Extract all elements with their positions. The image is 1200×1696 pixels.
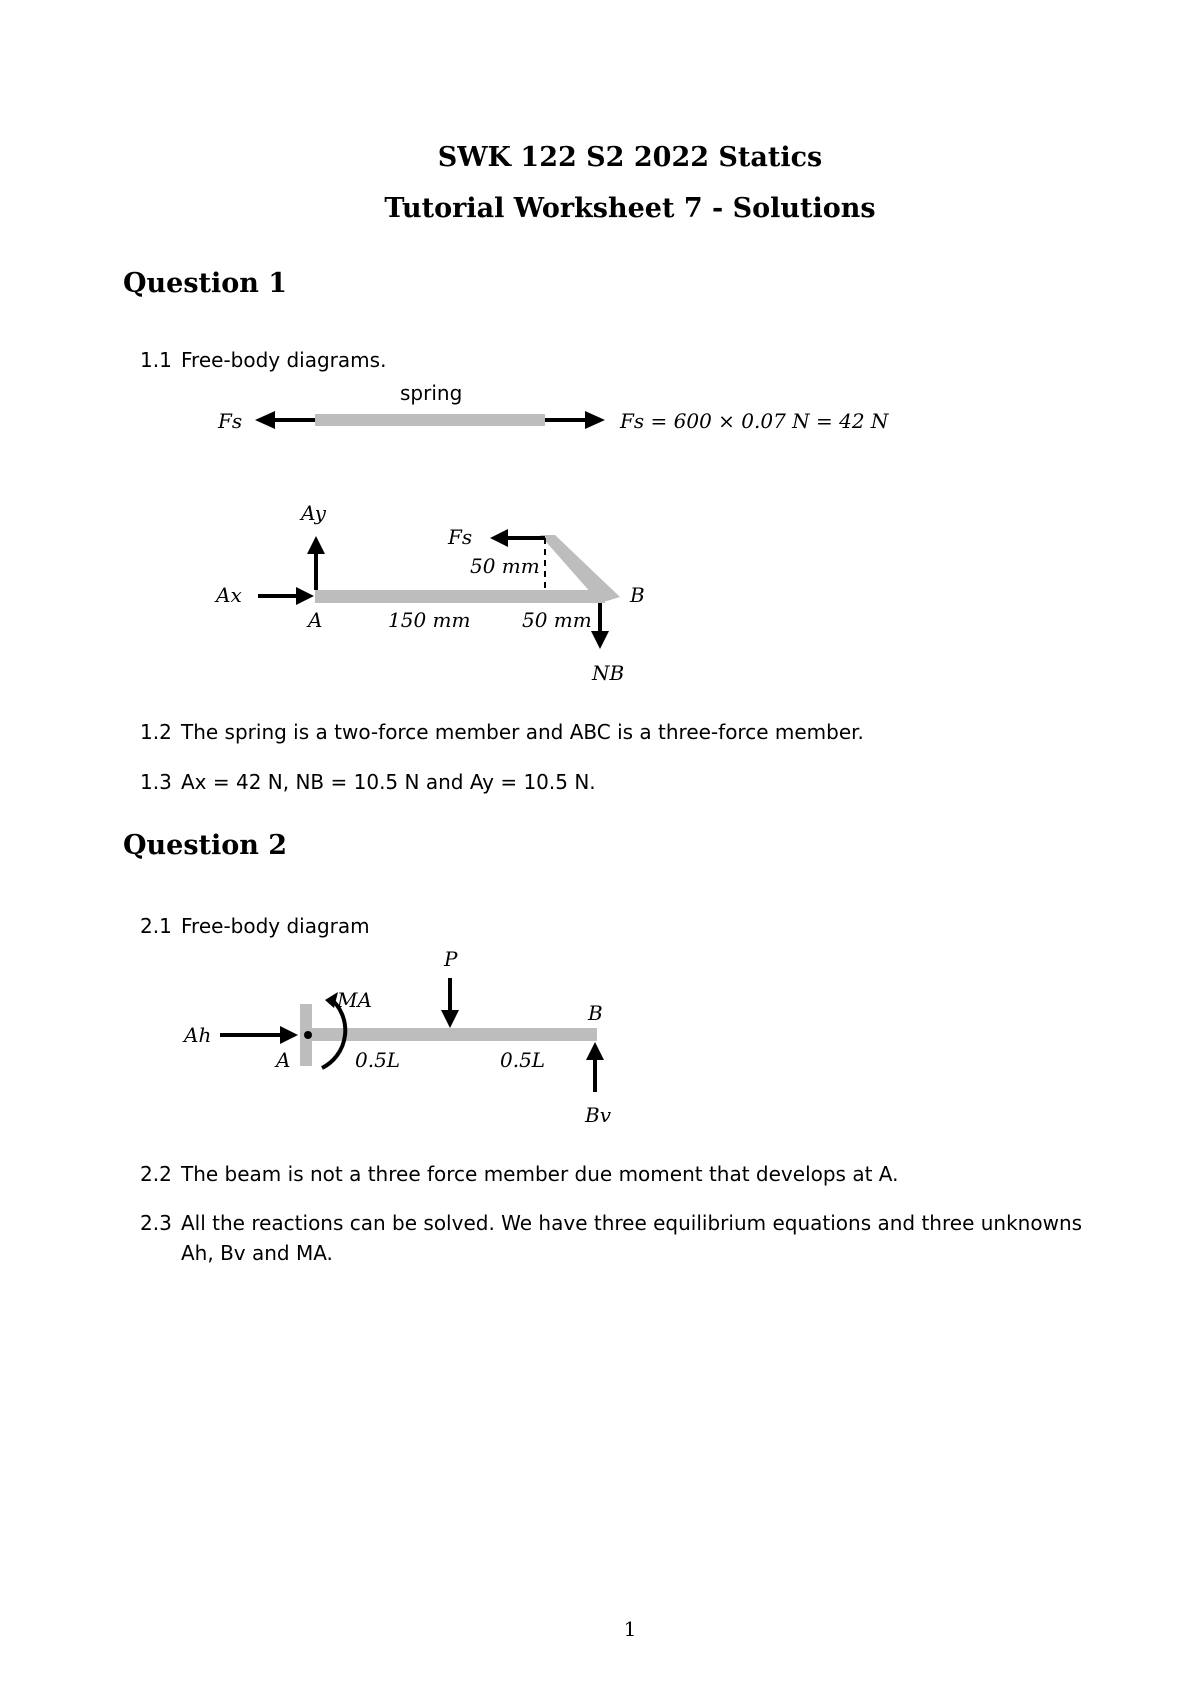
- page-number: 1: [623, 1617, 637, 1641]
- item-number: 2.3: [140, 1211, 172, 1235]
- nb-label: NB: [592, 661, 625, 685]
- point-a-label: A: [276, 1048, 291, 1072]
- item-number: 1.3: [140, 770, 172, 794]
- ma-label: MA: [337, 988, 372, 1012]
- item-number: 2.1: [140, 914, 172, 938]
- document-subtitle: Tutorial Worksheet 7 - Solutions: [384, 193, 876, 224]
- ay-label: Ay: [301, 501, 326, 525]
- spring-label: spring: [400, 381, 463, 405]
- dimension-150-label: 150 mm: [388, 608, 471, 632]
- item-text: All the reactions can be solved. We have three equilibrium equations and three unknowns: [181, 1211, 1083, 1235]
- member-abc-free-body-diagram: [0, 490, 1000, 700]
- member-horizontal: [315, 590, 605, 603]
- item-number: 2.2: [140, 1162, 172, 1186]
- bv-label: Bv: [585, 1103, 611, 1127]
- left-force-label: Fs: [218, 409, 243, 433]
- right-force-label: Fs = 600 × 0.07 N = 42 N: [620, 409, 889, 433]
- fs-arrowhead: [490, 529, 508, 547]
- item-text-continued: Ah, Bv and MA.: [181, 1241, 333, 1265]
- ax-label: Ax: [216, 583, 242, 607]
- beam: [312, 1028, 597, 1041]
- right-arrowhead: [585, 411, 605, 429]
- item-text: The beam is not a three force member due moment that develops at A.: [181, 1162, 899, 1186]
- beam-free-body-diagram: [0, 940, 1000, 1140]
- dimension-vertical-label: 50 mm: [470, 554, 540, 578]
- half-length-label-1: 0.5L: [355, 1048, 401, 1072]
- half-length-label-2: 0.5L: [500, 1048, 546, 1072]
- pin-dot: [304, 1031, 312, 1039]
- bv-arrowhead: [586, 1042, 604, 1060]
- item-text: Ax = 42 N, NB = 10.5 N and Ay = 10.5 N.: [181, 770, 596, 794]
- ax-arrowhead: [296, 587, 314, 605]
- left-arrowhead: [255, 411, 275, 429]
- item-text: Free-body diagrams.: [181, 348, 387, 372]
- item-text: The spring is a two-force member and ABC is a three-force member.: [181, 720, 864, 744]
- ay-arrowhead: [307, 536, 325, 554]
- question-1-heading: Question 1: [123, 268, 288, 299]
- fs-label: Fs: [448, 525, 473, 549]
- ah-label: Ah: [184, 1023, 212, 1047]
- item-number: 1.2: [140, 720, 172, 744]
- p-label: P: [444, 947, 458, 971]
- question-2-heading: Question 2: [123, 830, 288, 861]
- spring-free-body-diagram: [0, 370, 1000, 450]
- point-b-label: B: [588, 1001, 603, 1025]
- point-b-label: B: [630, 583, 645, 607]
- point-a-label: A: [308, 608, 323, 632]
- item-number: 1.1: [140, 348, 172, 372]
- ah-arrowhead: [280, 1026, 298, 1044]
- spring-bar: [315, 414, 545, 426]
- p-arrowhead: [441, 1010, 459, 1028]
- nb-arrowhead: [591, 631, 609, 649]
- item-text: Free-body diagram: [181, 914, 370, 938]
- document-title: SWK 122 S2 2022 Statics: [437, 142, 823, 173]
- dimension-50-label: 50 mm: [522, 608, 592, 632]
